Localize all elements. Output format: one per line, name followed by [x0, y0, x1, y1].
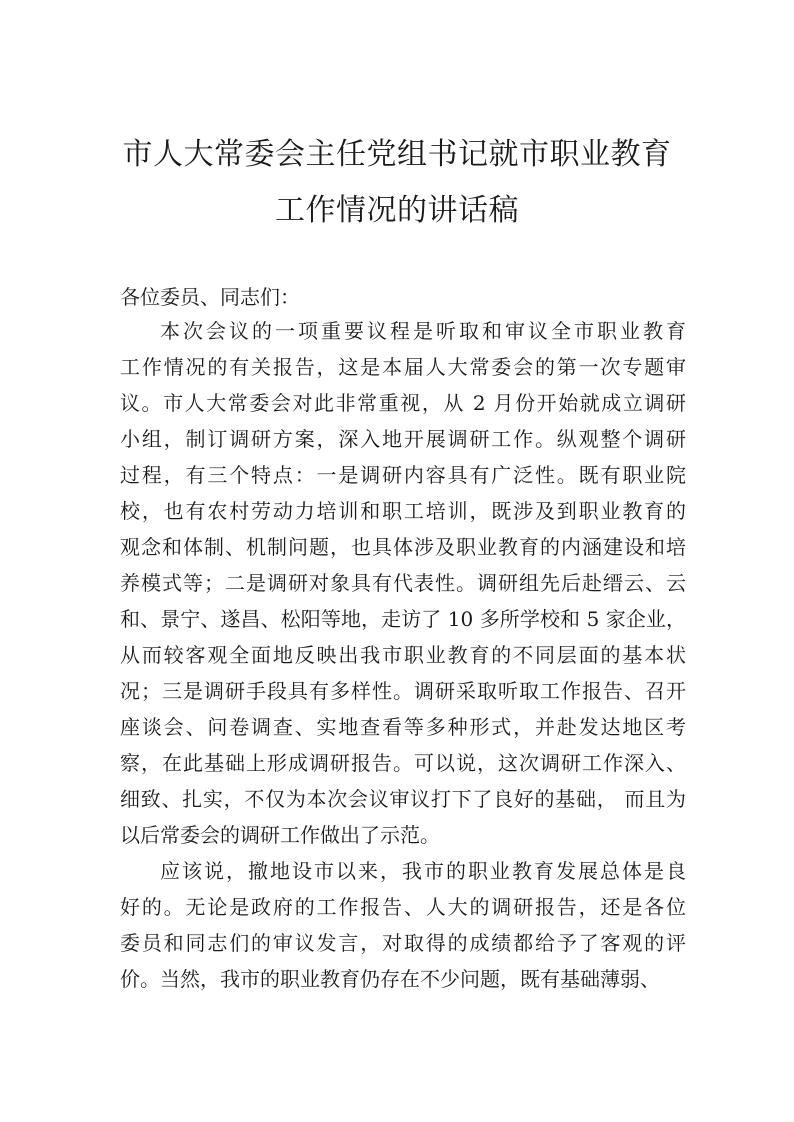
paragraph-1-line-11: 况；三是调研手段具有多样性。调研采取听取工作报告、召开	[120, 679, 686, 703]
paragraph-1-line-9: 和、景宁、遂昌、松阳等地，走访了 10 多所学校和 5 家企业，	[120, 607, 686, 631]
title-line-1: 市人大常委会主任党组书记就市职业教育	[122, 137, 672, 172]
paragraph-1-line-12: 座谈会、问卷调查、实地查看等多种形式，并赴发达地区考	[120, 715, 686, 739]
paragraph-1-line-15: 以后常委会的调研工作做出了示范。	[120, 823, 440, 847]
paragraph-1-line-6: 校，也有农村劳动力培训和职工培训，既涉及到职业教育的	[120, 499, 686, 523]
paragraph-2-line-2: 好的。无论是政府的工作报告、人大的调研报告，还是各位	[120, 895, 686, 919]
paragraph-2-line-4: 价。当然，我市的职业教育仍存在不少问题，既有基础薄弱、	[120, 967, 660, 991]
paragraph-1-line-4: 小组，制订调研方案，深入地开展调研工作。纵观整个调研	[120, 427, 686, 451]
paragraph-2-line-1: 应该说，撤地设市以来，我市的职业教育发展总体是良	[160, 859, 686, 883]
paragraph-1-line-14: 细致、扎实，不仅为本次会议审议打下了良好的基础， 而且为	[120, 787, 686, 811]
paragraph-1-line-13: 察，在此基础上形成调研报告。可以说，这次调研工作深入、	[120, 751, 686, 775]
salutation: 各位委员、同志们：	[120, 285, 300, 309]
paragraph-1-line-7: 观念和体制、机制问题，也具体涉及职业教育的内涵建设和培	[120, 535, 686, 559]
paragraph-1-line-8: 养模式等；二是调研对象具有代表性。调研组先后赴缙云、云	[120, 571, 686, 595]
title-line-2: 工作情况的讲话稿	[275, 193, 519, 228]
paragraph-1-line-1: 本次会议的一项重要议程是听取和审议全市职业教育	[160, 319, 686, 343]
paragraph-1-line-3: 议。市人大常委会对此非常重视，从 2 月份开始就成立调研	[120, 391, 686, 415]
paragraph-2-line-3: 委员和同志们的审议发言，对取得的成绩都给予了客观的评	[120, 931, 686, 955]
paragraph-1-line-2: 工作情况的有关报告，这是本届人大常委会的第一次专题审	[120, 355, 686, 379]
paragraph-1-line-5: 过程，有三个特点：一是调研内容具有广泛性。既有职业院	[120, 463, 686, 487]
paragraph-1-line-10: 从而较客观全面地反映出我市职业教育的不同层面的基本状	[120, 643, 686, 667]
